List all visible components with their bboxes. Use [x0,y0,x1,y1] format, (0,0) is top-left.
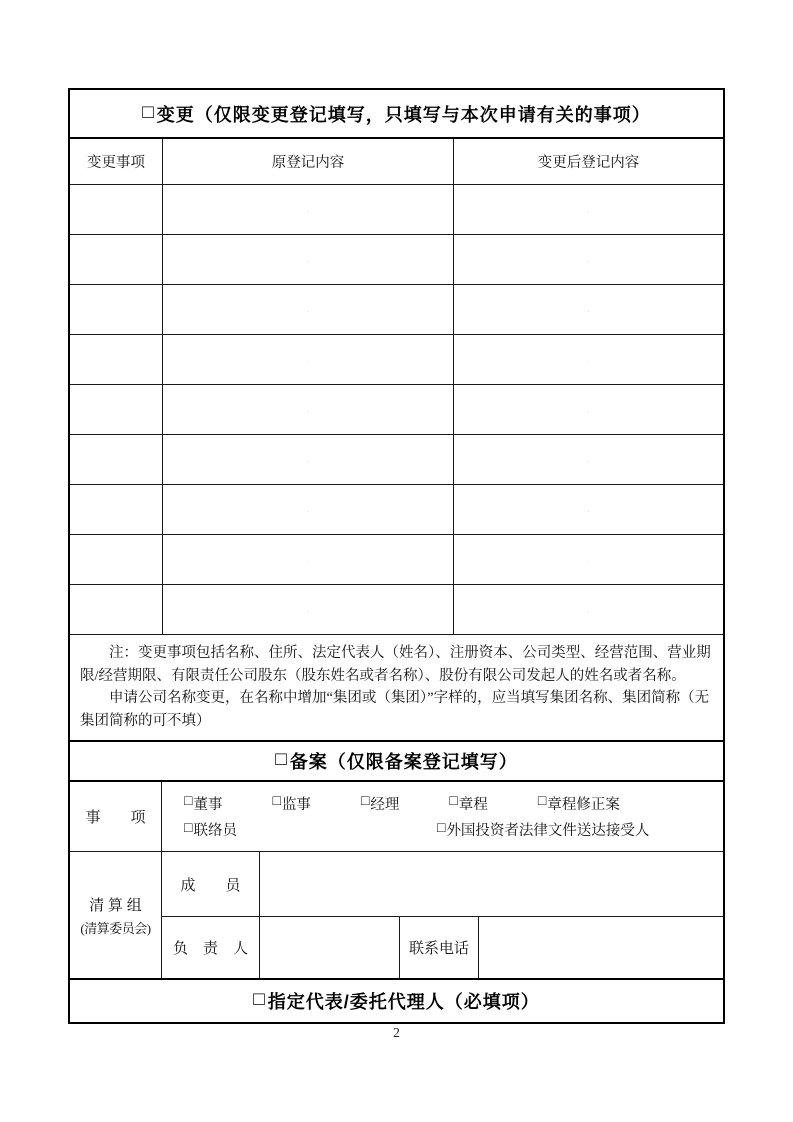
checkbox-item-supervisor[interactable] [272,793,310,814]
matters-checkbox-line-2 [162,819,723,840]
leader-value-field[interactable] [260,917,400,978]
representative-section-header [70,980,723,1022]
filing-section-header [70,742,723,782]
matters-checkbox-area [162,782,723,851]
change-table-row [70,485,723,535]
after-change-content-cell[interactable] [454,285,723,334]
filing-checkbox-icon[interactable]: □ [275,749,288,770]
checkbox-item-articles-amendment[interactable] [538,793,620,814]
cell-dot: . [587,254,590,264]
change-item-cell[interactable] [70,185,163,234]
change-section-note [70,635,723,742]
liquidation-group-label-line2: (清算委员会) [80,920,151,936]
contact-phone-value-field[interactable] [479,917,723,978]
after-change-content-cell[interactable] [454,485,723,534]
checkbox-label: 经理 [370,796,400,813]
filing-section-title: 备案（仅限备案登记填写） [289,752,518,772]
change-table-row [70,385,723,435]
contact-phone-label: 联系电话 [400,917,479,978]
cell-dot: . [587,454,590,464]
checkbox-icon: □ [436,820,446,836]
checkbox-icon: □ [360,794,370,810]
change-table-row [70,285,723,335]
checkbox-label: 联络员 [193,823,237,840]
checkbox-icon: □ [184,820,193,836]
change-table-row [70,585,723,635]
after-change-content-cell[interactable] [454,385,723,434]
checkbox-label: 监事 [281,796,311,813]
change-section-header [70,90,723,139]
liquidation-group-label [70,852,162,978]
checkbox-icon: □ [449,794,458,810]
change-item-cell[interactable] [70,485,163,534]
change-item-cell[interactable] [70,385,163,434]
after-change-content-cell[interactable] [454,235,723,284]
checkbox-item-manager[interactable] [361,793,399,814]
column-header-after-change-content: 变更后登记内容 [537,155,640,171]
column-header-change-item: 变更事项 [70,139,163,184]
after-change-content-cell[interactable] [454,185,723,234]
checkbox-item-articles[interactable] [449,793,487,814]
original-content-cell[interactable] [163,585,454,634]
change-item-cell[interactable] [70,285,163,334]
cell-dot: . [587,204,590,214]
registration-form-table [68,88,725,1024]
members-value-field[interactable] [260,852,723,916]
cell-dot: . [306,554,310,564]
members-label: 成 员 [162,852,260,916]
change-table-row [70,185,723,235]
cell-dot: . [306,254,310,264]
original-content-cell[interactable] [163,485,454,534]
change-item-cell[interactable] [70,535,163,584]
original-content-cell[interactable] [163,285,454,334]
column-header-original-content: 原登记内容 [163,139,454,184]
matters-checkbox-line-1 [162,793,723,814]
checkbox-item-director[interactable] [184,793,222,814]
after-change-content-cell[interactable] [454,435,723,484]
cell-dot: . [306,454,310,464]
note-paragraph-2: 申请公司名称变更，在名称中增加“集团或（集团）”字样的，应当填写集团名称、集团简称（无集团简称的可不填） [80,690,710,729]
liquidation-group-fields [162,852,723,978]
change-table-row [70,235,723,285]
cell-dot: . [587,404,590,414]
after-change-content-cell[interactable] [454,535,723,584]
representative-section-title: 指定代表/委托代理人（必填项） [267,992,540,1012]
cell-dot: . [587,604,590,614]
change-table-row [70,335,723,385]
change-item-cell[interactable] [70,435,163,484]
liquidation-group-section [70,852,723,980]
checkbox-icon: □ [537,794,547,810]
representative-checkbox-icon[interactable]: □ [253,989,266,1010]
liquidation-leader-row [162,917,723,978]
original-content-cell[interactable] [163,385,454,434]
change-item-cell[interactable] [70,585,163,634]
original-content-cell[interactable] [163,535,454,584]
matters-label: 事 项 [70,782,162,851]
cell-dot: . [306,604,310,614]
filing-matters-row [70,782,723,852]
checkbox-icon: □ [184,794,193,810]
cell-dot: . [587,554,590,564]
note-paragraph-1: 注：变更事项包括名称、住所、法定代表人（姓名）、注册资本、公司类型、经营范围、营业期限/经营期限、有限责任公司股东（股东姓名或者名称）、股份有限公司发起人的姓名或者名称。 [80,645,711,684]
page-number: 2 [393,1025,400,1040]
liquidation-members-row [162,852,723,917]
checkbox-label: 章程 [458,796,488,813]
liquidation-group-label-line1: 清 算 组 [89,897,142,914]
change-checkbox-icon[interactable]: □ [142,101,155,123]
checkbox-item-foreign-investor-legal-doc-recipient[interactable] [437,819,649,840]
cell-dot: . [587,304,590,314]
after-change-content-cell[interactable] [454,335,723,384]
change-item-cell[interactable] [70,235,163,284]
original-content-cell[interactable] [163,185,454,234]
checkbox-label: 章程修正案 [547,796,620,813]
cell-dot: . [306,304,310,314]
original-content-cell[interactable] [163,435,454,484]
checkbox-label: 董事 [193,796,223,813]
cell-dot: . [587,354,590,364]
checkbox-label: 外国投资者法律文件送达接受人 [446,823,650,840]
original-content-cell[interactable] [163,335,454,384]
cell-dot: . [306,504,310,514]
change-item-cell[interactable] [70,335,163,384]
change-table-body [70,185,723,635]
checkbox-icon: □ [272,794,281,810]
original-content-cell[interactable] [163,235,454,284]
after-change-content-cell[interactable] [454,585,723,634]
change-table-header-row [70,139,723,185]
change-table-row [70,435,723,485]
change-section-title: 变更（仅限变更登记填写，只填写与本次申请有关的事项） [156,104,651,125]
leader-label: 负 责 人 [162,917,260,978]
cell-dot: . [587,504,590,514]
cell-dot: . [306,204,310,214]
checkbox-item-liaison[interactable] [184,819,237,840]
cell-dot: . [306,354,310,364]
cell-dot: . [306,404,310,414]
change-table-row [70,535,723,585]
